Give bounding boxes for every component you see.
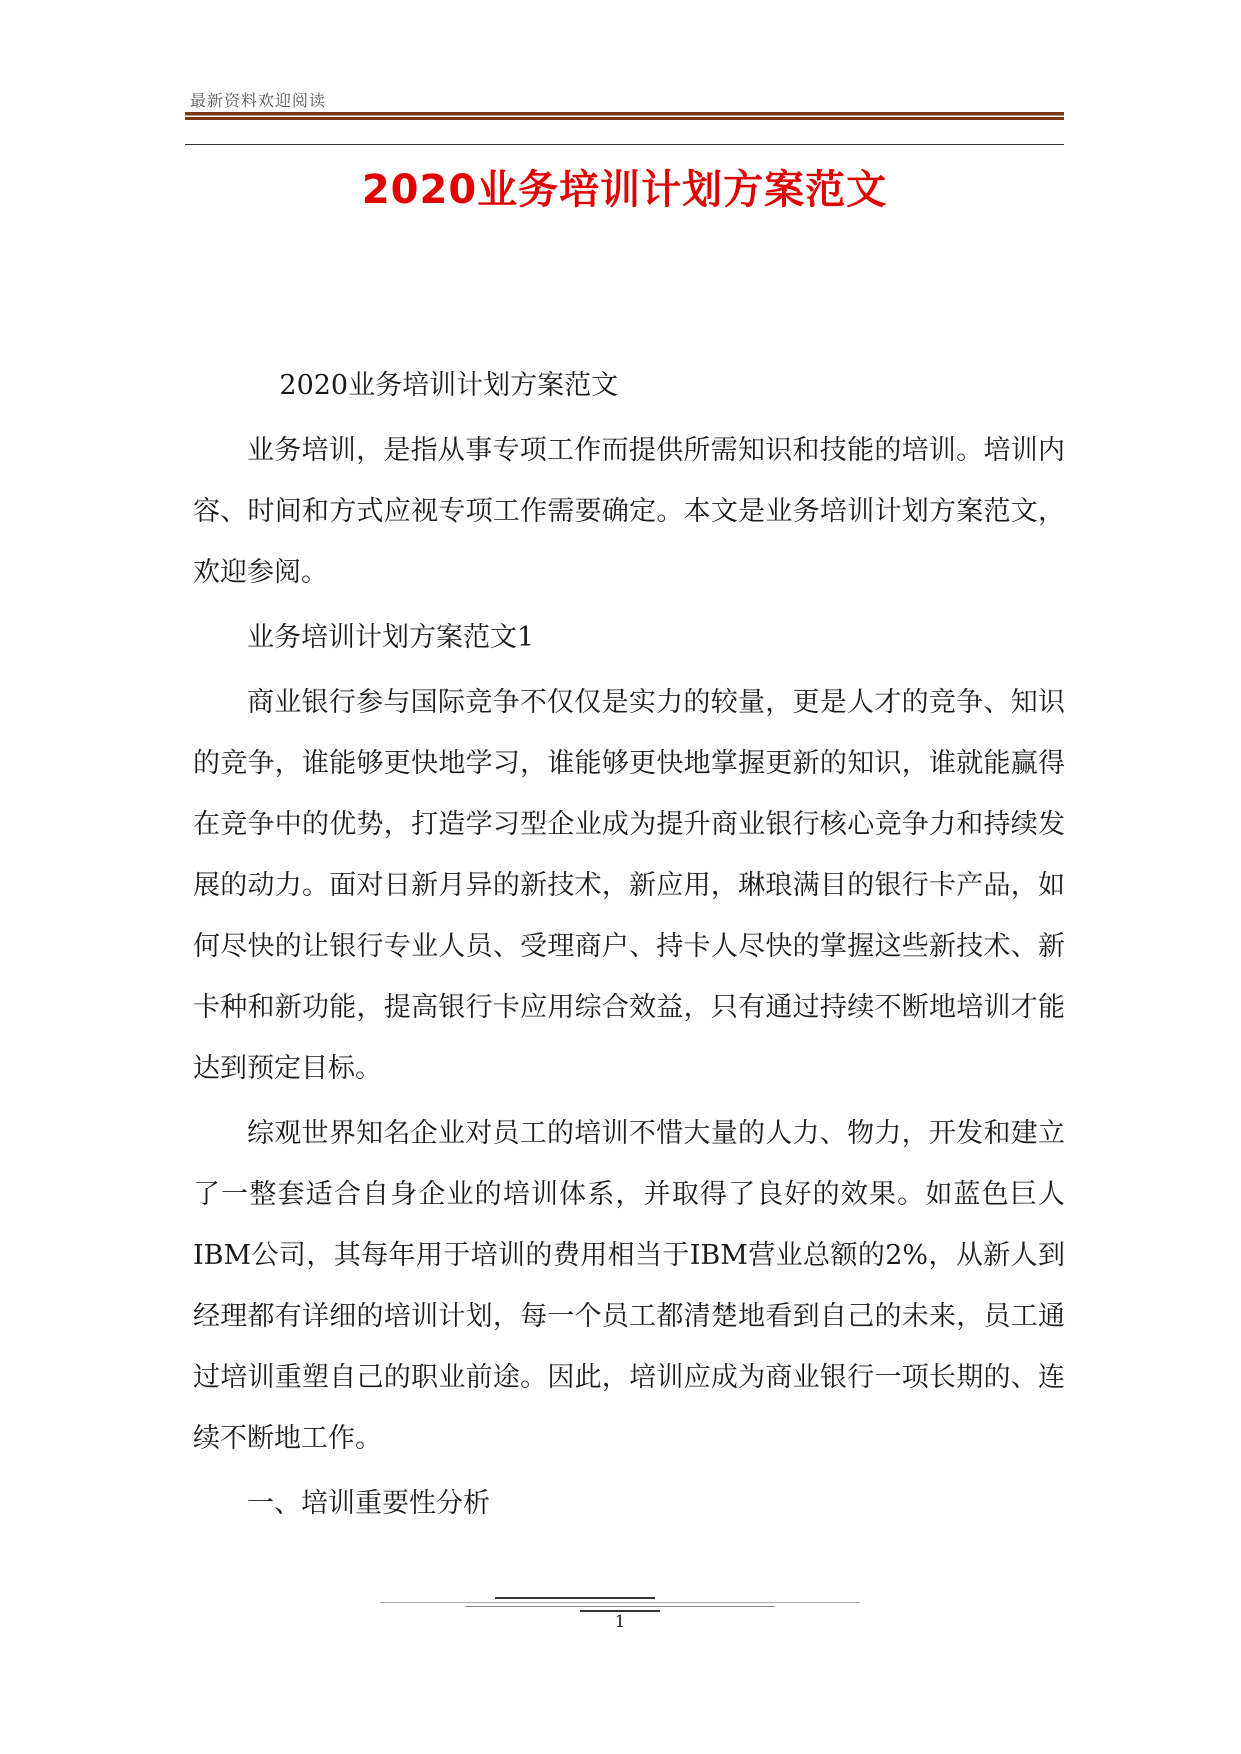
intro-paragraph: 业务培训，是指从事专项工作而提供所需知识和技能的培训。培训内容、时间和方式应视专项工作需要确定。本文是业务培训计划方案范文，欢迎参阅。 xyxy=(193,435,1065,588)
header-double-rule xyxy=(185,112,1064,120)
header-thin-rule xyxy=(185,144,1064,145)
body-paragraph: 商业银行参与国际竞争不仅仅是实力的较量，更是人才的竞争、知识的竞争，谁能够更快地学习，谁能够更快地掌握更新的知识，谁就能赢得在竞争中的优势，打造学习型企业成为提升商业银行核心竞争力和持续发展的动力。面对日新月异的新技术，新应用，琳琅满目的银行卡产品，如何尽快的让银行专业人员、受理商户、持卡人尽快的掌握这些新技术、新卡种和新功能，提高银行卡应用综合效益，只有通过持续不断地培训才能达到预定目标。 xyxy=(193,687,1065,1084)
section-heading-importance: 一、培训重要性分析 xyxy=(247,1488,490,1519)
document-body xyxy=(193,355,1065,1538)
document-title: 2020业务培训计划方案范文 xyxy=(361,167,888,213)
section-heading-1: 业务培训计划方案范文1 xyxy=(247,622,535,653)
body-subtitle: 2020业务培训计划方案范文 xyxy=(279,370,619,401)
page-number: 1 xyxy=(614,1612,626,1632)
body-paragraph: 综观世界知名企业对员工的培训不惜大量的人力、物力，开发和建立了一整套适合自身企业的培训体系，并取得了良好的效果。如蓝色巨人IBM公司，其每年用于培训的费用相当于IBM营业总额的2%，从新人到经理都有详细的培训计划，每一个员工都清楚地看到自己的未来，员工通过培训重塑自己的职业前途。因此，培训应成为商业银行一项长期的、连续不断地工作。 xyxy=(193,1118,1065,1454)
page-header-text: 最新资料欢迎阅读 xyxy=(190,91,327,110)
